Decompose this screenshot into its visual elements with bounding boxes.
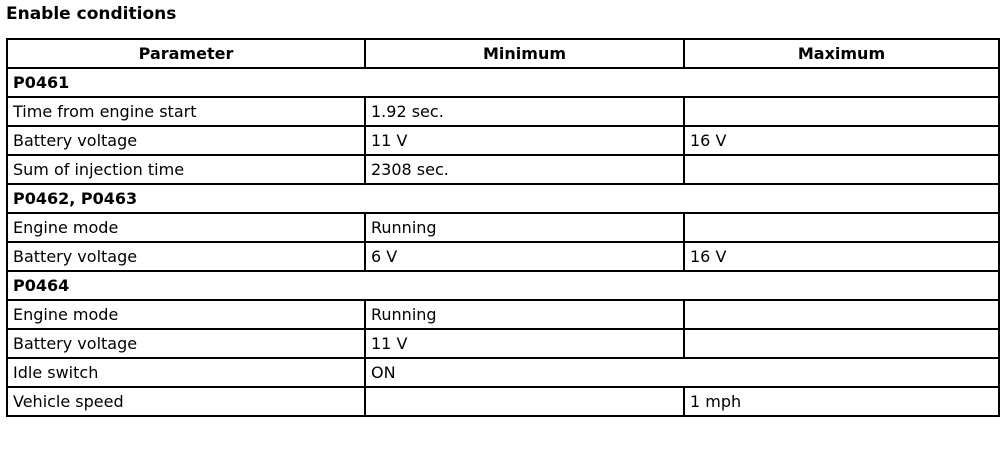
parameter-cell: Battery voltage: [7, 242, 365, 271]
table-row: [7, 358, 999, 387]
table-row: [7, 126, 999, 155]
table-row: [7, 213, 999, 242]
parameter-cell: Battery voltage: [7, 329, 365, 358]
table-row: [7, 387, 999, 416]
minimum-cell: 6 V: [365, 242, 684, 271]
parameter-cell: Engine mode: [7, 213, 365, 242]
column-header-parameter: Parameter: [7, 39, 365, 68]
section-row: [7, 271, 999, 300]
maximum-cell: [684, 300, 999, 329]
minimum-cell: 11 V: [365, 126, 684, 155]
section-row: [7, 68, 999, 97]
parameter-cell: Sum of injection time: [7, 155, 365, 184]
maximum-cell: 16 V: [684, 126, 999, 155]
maximum-cell: [684, 155, 999, 184]
column-header-maximum: Maximum: [684, 39, 999, 68]
maximum-cell: 1 mph: [684, 387, 999, 416]
parameter-cell: Time from engine start: [7, 97, 365, 126]
maximum-cell: 16 V: [684, 242, 999, 271]
table-row: [7, 300, 999, 329]
page-title: Enable conditions: [6, 4, 177, 24]
maximum-cell: [684, 329, 999, 358]
minimum-cell: 2308 sec.: [365, 155, 684, 184]
value-cell-merged: ON: [365, 358, 999, 387]
minimum-cell: Running: [365, 213, 684, 242]
minimum-cell: [365, 387, 684, 416]
parameter-cell: Idle switch: [7, 358, 365, 387]
table-row: [7, 97, 999, 126]
parameter-cell: Engine mode: [7, 300, 365, 329]
parameter-cell: Battery voltage: [7, 126, 365, 155]
maximum-cell: [684, 97, 999, 126]
parameter-cell: Vehicle speed: [7, 387, 365, 416]
table-row: [7, 242, 999, 271]
section-code: P0462, P0463: [7, 184, 999, 213]
section-code: P0464: [7, 271, 999, 300]
minimum-cell: 1.92 sec.: [365, 97, 684, 126]
enable-conditions-table: [6, 38, 1000, 417]
minimum-cell: Running: [365, 300, 684, 329]
section-code: P0461: [7, 68, 999, 97]
column-header-minimum: Minimum: [365, 39, 684, 68]
table-row: [7, 329, 999, 358]
section-row: [7, 184, 999, 213]
maximum-cell: [684, 213, 999, 242]
table-row: [7, 155, 999, 184]
table-header-row: [7, 39, 999, 68]
minimum-cell: 11 V: [365, 329, 684, 358]
